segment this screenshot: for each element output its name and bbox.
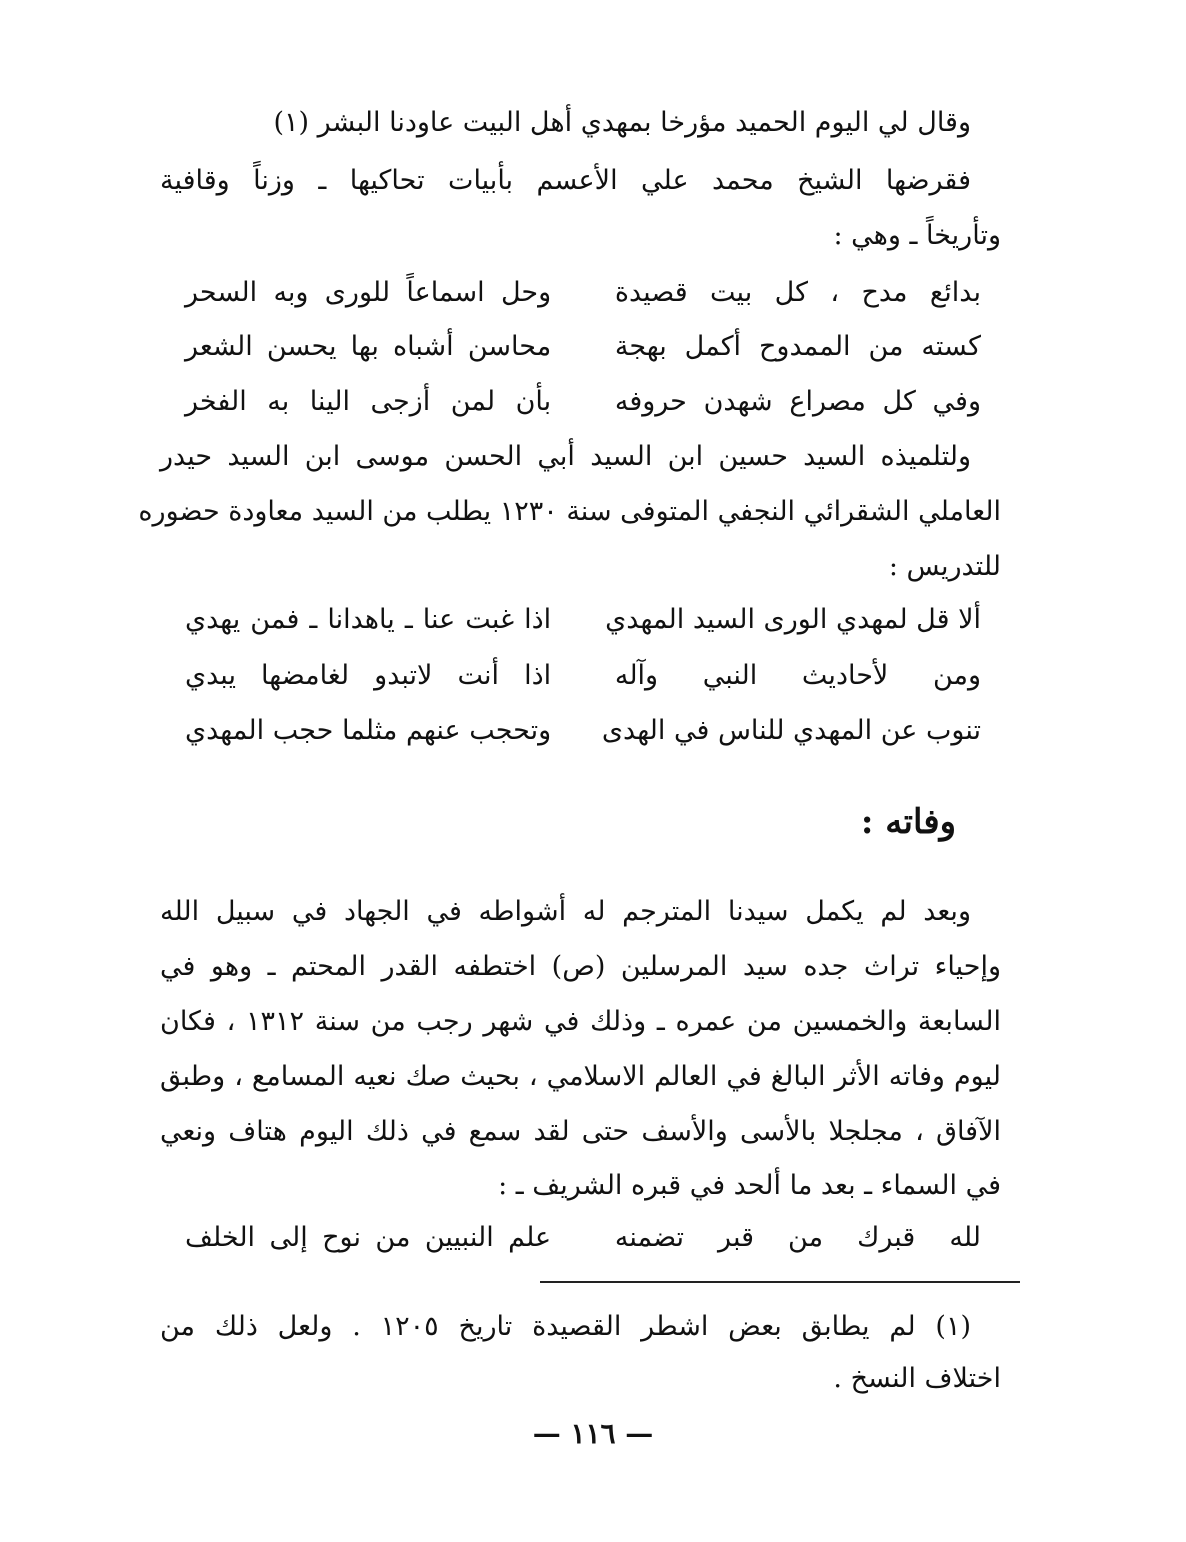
- text-line: ولتلميذه السيد حسين ابن السيد أبي الحسن موسى ابن السيد حيدر: [160, 441, 971, 472]
- text-line: وقال لي اليوم الحميد مؤرخا بمهدي أهل البيت عاودنا البشر (١): [273, 107, 971, 138]
- text-line: الآفاق ، مجلجلا بالأسى والأسف حتى لقد سمع في ذلك اليوم هتاف ونعي: [160, 1116, 1001, 1147]
- verse-line: [185, 709, 981, 753]
- text-line: وإحياء تراث جده سيد المرسلين (ص) اختطفه القدر المحتم ـ وهو في: [160, 951, 1001, 982]
- verse-hemistich-left: اذا أنت لاتبدو لغامضها يبدي: [185, 660, 552, 691]
- verse-hemistich-right: لله قبرك من قبر تضمنه: [614, 1222, 981, 1253]
- verse-hemistich-left: بأن لمن أزجى الينا به الفخر: [185, 386, 552, 417]
- footnote-line: اختلاف النسخ .: [833, 1363, 1001, 1394]
- text-line: وبعد لم يكمل سيدنا المترجم له أشواطه في الجهاد في سبيل الله: [160, 896, 971, 927]
- text-line: للتدريس :: [888, 551, 1001, 582]
- footnote-line: (١) لم يطابق بعض اشطر القصيدة تاريخ ١٢٠٥ . ولعل ذلك من: [160, 1311, 971, 1342]
- text-line: فقرضها الشيخ محمد علي الأعسم بأبيات تحاكيها ـ وزناً وقافية: [160, 165, 971, 196]
- text-line: وتأريخاً ـ وهي :: [833, 220, 1001, 251]
- footnote-rule: [540, 1281, 1020, 1283]
- verse-line: [185, 325, 981, 369]
- verse-line: [185, 598, 981, 642]
- verse-line: [185, 1216, 981, 1260]
- text-line: السابعة والخمسين من عمره ـ وذلك في شهر رجب من سنة ١٣١٢ ، فكان: [160, 1006, 1001, 1037]
- verse-hemistich-right: بدائع مدح ، كل بيت قصيدة: [614, 277, 981, 308]
- verse-hemistich-right: وفي كل مصراع شهدن حروفه: [614, 386, 981, 417]
- verse-hemistich-right: تنوب عن المهدي للناس في الهدى: [601, 715, 981, 746]
- verse-hemistich-right: ألا قل لمهدي الورى السيد المهدي: [605, 604, 981, 635]
- verse-hemistich-left: علم النبيين من نوح إلى الخلف: [185, 1222, 552, 1253]
- verse-hemistich-left: محاسن أشباه بها يحسن الشعر: [185, 331, 552, 362]
- section-heading: وفاته :: [860, 802, 956, 842]
- text-line: العاملي الشقرائي النجفي المتوفى سنة ١٢٣٠ يطلب من السيد معاودة حضوره: [138, 496, 1001, 527]
- verse-line: [185, 271, 981, 315]
- verse-hemistich-left: وتحجب عنهم مثلما حجب المهدي: [185, 715, 552, 746]
- verse-hemistich-right: كسته من الممدوح أكمل بهجة: [614, 331, 981, 362]
- verse-hemistich-left: وحل اسماعاً للورى وبه السحر: [185, 277, 552, 308]
- page-number: — ١١٦ —: [532, 1417, 654, 1450]
- verse-line: [185, 380, 981, 424]
- verse-line: [185, 654, 981, 698]
- text-line: ليوم وفاته الأثر البالغ في العالم الاسلامي ، بحيث صك نعيه المسامع ، وطبق: [160, 1061, 1001, 1092]
- verse-hemistich-left: اذا غبت عنا ـ ياهدانا ـ فمن يهدي: [185, 604, 552, 635]
- text-line: في السماء ـ بعد ما ألحد في قبره الشريف ـ :: [498, 1170, 1001, 1201]
- verse-hemistich-right: ومن لأحاديث النبي وآله: [614, 660, 981, 691]
